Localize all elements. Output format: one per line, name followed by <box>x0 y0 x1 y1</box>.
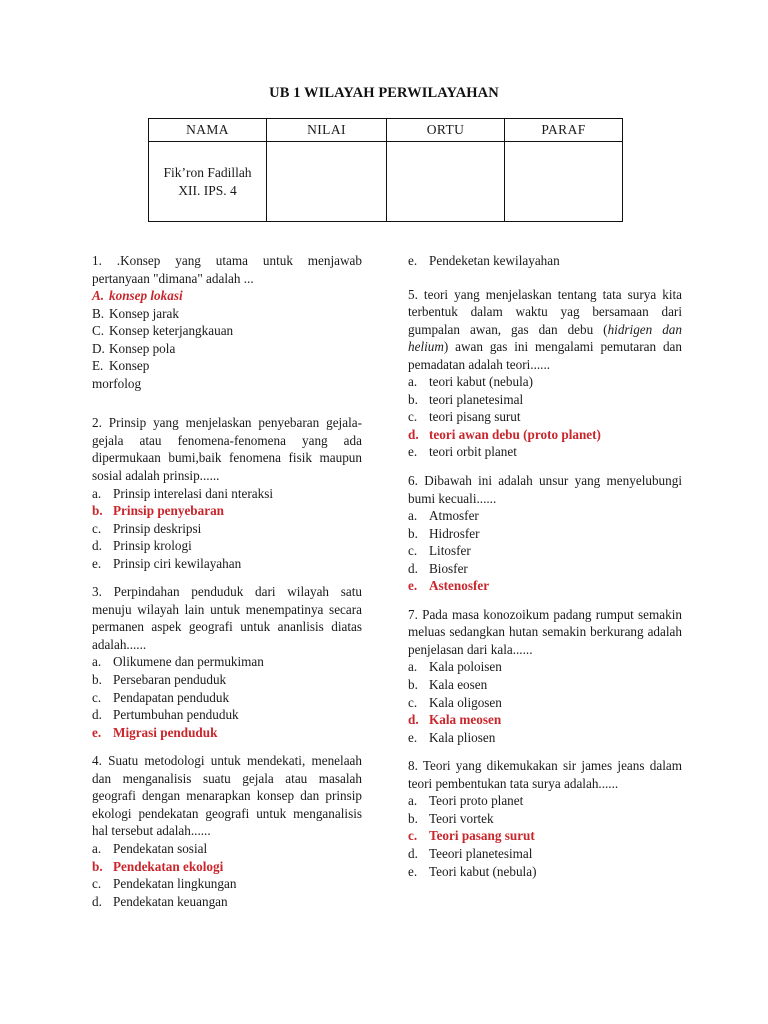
option-6e-label: Astenosfer <box>429 578 490 594</box>
option-1a-label: konsep lokasi <box>109 288 183 304</box>
option-4d-marker: d. <box>92 893 102 909</box>
option-7c-label: Kala oligosen <box>429 694 502 710</box>
question-4-text: Suatu metodologi untuk mendekati, menelaah dan menganalisis suatu gejala atau masalah geografi dengan menarapkan konsep dan prinsip ekologi pendekatan geografi untuk menganalisis hal tersebut adalah...... <box>92 753 362 839</box>
option-6c-marker: c. <box>408 543 418 559</box>
cell-nilai[interactable] <box>267 142 387 222</box>
student-name-line1: Fik’ron Fadillah <box>163 165 252 180</box>
option-6a-label: Atmosfer <box>429 508 479 524</box>
option-6e[interactable] <box>408 577 682 595</box>
cell-ortu[interactable] <box>387 142 505 222</box>
page-title: UB 1 WILAYAH PERWILAYAHAN <box>269 85 499 101</box>
question-6-options <box>408 507 682 595</box>
question-5-options <box>408 373 682 461</box>
option-2a-marker: a. <box>92 485 102 501</box>
option-7b-marker: b. <box>408 677 418 693</box>
option-8e-marker: e. <box>408 863 418 879</box>
option-4a-marker: a. <box>92 840 102 856</box>
option-5e-marker: e. <box>408 444 418 460</box>
question-1-text: .Konsep yang utama untuk menjawab pertanyaan "dimana" adalah ... <box>92 253 362 286</box>
question-2-stem <box>92 414 362 484</box>
option-1b-marker: B. <box>92 305 105 321</box>
option-7a-marker: a. <box>408 659 418 675</box>
option-4e[interactable] <box>408 252 682 270</box>
option-8e-label: Teori kabut (nebula) <box>429 863 537 879</box>
option-3c-marker: c. <box>92 689 102 705</box>
option-1e-marker: E. <box>92 358 104 374</box>
option-8a-label: Teori proto planet <box>429 793 524 809</box>
option-3e-label: Migrasi penduduk <box>113 724 218 740</box>
option-5d-label: teori awan debu (proto planet) <box>429 426 601 442</box>
option-2b[interactable] <box>92 502 362 520</box>
option-2c-label: Prinsip deskripsi <box>113 520 202 536</box>
option-3a-label: Olikumene dan permukiman <box>113 654 264 670</box>
option-5a[interactable] <box>408 373 682 391</box>
option-8d-label: Teeori planetesimal <box>429 845 533 861</box>
question-8-text: Teori yang dikemukakan sir james jeans dalam teori pembentukan tata surya adalah...... <box>408 758 682 791</box>
option-2b-label: Prinsip penyebaran <box>113 503 225 519</box>
option-3a[interactable] <box>92 653 362 671</box>
table-header-paraf: PARAF <box>505 119 623 142</box>
question-column-left <box>92 252 362 921</box>
table-header-nama: NAMA <box>149 119 267 142</box>
table-row <box>149 142 623 222</box>
option-4e-marker: e. <box>408 253 418 268</box>
option-7a[interactable] <box>408 658 682 676</box>
question-8-number: 8. <box>408 758 418 774</box>
option-2b-marker: b. <box>92 503 103 519</box>
option-4b-marker: b. <box>92 858 103 874</box>
option-7e-label: Kala pliosen <box>429 729 496 745</box>
option-7e[interactable] <box>408 729 682 747</box>
option-2d[interactable] <box>92 537 362 555</box>
question-5-text-part1: teori yang menjelaskan tentang tata surya kita terbentuk dalam waktu yag bersamaan dari gumpalan awan, gas dan debu ( <box>408 286 682 337</box>
option-7c-marker: c. <box>408 694 418 710</box>
question-2-options <box>92 485 362 573</box>
table-header-ortu: ORTU <box>387 119 505 142</box>
option-8e[interactable] <box>408 863 682 881</box>
option-7d[interactable] <box>408 711 682 729</box>
option-5d-marker: d. <box>408 426 419 442</box>
option-2c-marker: c. <box>92 520 102 536</box>
question-4-number: 4. <box>92 753 102 769</box>
option-5c-marker: c. <box>408 409 418 425</box>
question-3 <box>92 583 362 741</box>
option-1e-label: Konsep <box>109 358 150 374</box>
option-1b[interactable] <box>92 305 362 323</box>
question-4 <box>92 752 362 910</box>
option-1d-marker: D. <box>92 340 105 356</box>
spacer <box>408 270 682 286</box>
option-3d-label: Pertumbuhan penduduk <box>113 707 239 723</box>
question-1-options <box>92 287 362 375</box>
question-7-stem <box>408 606 682 659</box>
question-2-number: 2. <box>92 415 102 431</box>
question-3-stem <box>92 583 362 653</box>
option-7e-marker: e. <box>408 729 418 745</box>
option-4b-label: Pendekatan ekologi <box>113 858 224 874</box>
table-header-row <box>149 119 623 142</box>
option-2d-label: Prinsip krologi <box>113 538 192 554</box>
option-8b-marker: b. <box>408 810 418 826</box>
option-1c-label: Konsep keterjangkauan <box>109 323 234 339</box>
question-6-number: 6. <box>408 473 418 489</box>
option-4e-label: Pendeketan kewilayahan <box>429 253 560 268</box>
option-4b[interactable] <box>92 858 362 876</box>
option-1c[interactable] <box>92 322 362 340</box>
student-class-line2: XII. IPS. 4 <box>178 183 237 199</box>
option-7c[interactable] <box>408 694 682 712</box>
question-2-text: Prinsip yang menjelaskan penyebaran gejala- gejala atau fenomena-fenomena yang ada dipermukaan bumi,baik fenomena fisik maupun sosial adalah prinsip...... <box>92 415 362 484</box>
option-3c-label: Pendapatan penduduk <box>113 689 230 705</box>
option-1c-marker: C. <box>92 323 105 339</box>
option-8a[interactable] <box>408 792 682 810</box>
option-6a[interactable] <box>408 507 682 525</box>
option-6c-label: Litosfer <box>429 543 471 559</box>
option-4d-label: Pendekatan keuangan <box>113 893 228 909</box>
option-2a[interactable] <box>92 485 362 503</box>
option-3a-marker: a. <box>92 654 102 670</box>
question-4-options <box>92 840 362 910</box>
cell-paraf[interactable] <box>505 142 623 222</box>
option-5c-label: teori pisang surut <box>429 409 521 425</box>
option-3b[interactable] <box>92 671 362 689</box>
question-6-text: Dibawah ini adalah unsur yang menyelubungi bumi kecuali...... <box>408 473 682 506</box>
option-3e-marker: e. <box>92 724 102 740</box>
identity-table <box>148 118 623 222</box>
option-1b-label: Konsep jarak <box>109 305 179 321</box>
question-3-number: 3. <box>92 584 102 600</box>
question-5-text-italic: hidrigen dan helium <box>408 321 682 355</box>
option-5b[interactable] <box>408 391 682 409</box>
option-5e[interactable] <box>408 443 682 461</box>
option-7b-label: Kala eosen <box>429 677 488 693</box>
option-6a-marker: a. <box>408 508 418 524</box>
question-1-stem <box>92 252 362 287</box>
question-7 <box>408 606 682 746</box>
option-4a-label: Pendekatan sosial <box>113 840 208 856</box>
question-4-continued-options <box>408 252 682 270</box>
option-7d-marker: d. <box>408 712 419 728</box>
question-7-text: Pada masa konozoikum padang rumput semakin meluas sedangkan hutan semakin berkurang adalah penjelasan dari kala...... <box>408 606 682 657</box>
option-7a-label: Kala poloisen <box>429 659 502 675</box>
option-5c[interactable] <box>408 408 682 426</box>
option-6b-label: Hidrosfer <box>429 525 480 541</box>
option-5a-marker: a. <box>408 374 418 390</box>
option-5a-label: teori kabut (nebula) <box>429 374 533 390</box>
option-4c[interactable] <box>92 875 362 893</box>
question-7-options <box>408 658 682 746</box>
option-4c-label: Pendekatan lingkungan <box>113 876 237 892</box>
table-header-nilai: NILAI <box>267 119 387 142</box>
option-6c[interactable] <box>408 542 682 560</box>
option-1d-label: Konsep pola <box>109 340 176 356</box>
option-4c-marker: c. <box>92 876 102 892</box>
option-3b-marker: b. <box>92 672 102 688</box>
option-1e[interactable] <box>92 357 362 375</box>
option-8b[interactable] <box>408 810 682 828</box>
option-3c[interactable] <box>92 689 362 707</box>
option-3b-label: Persebaran penduduk <box>113 672 227 688</box>
option-6d-label: Biosfer <box>429 560 468 576</box>
option-8b-label: Teori vortek <box>429 810 494 826</box>
option-3e[interactable] <box>92 724 362 742</box>
spacer <box>92 403 362 414</box>
question-2 <box>92 414 362 572</box>
option-5d[interactable] <box>408 426 682 444</box>
question-6 <box>408 472 682 595</box>
option-7b[interactable] <box>408 676 682 694</box>
option-1d[interactable] <box>92 340 362 358</box>
question-1-trailing-text: morfolog <box>92 375 142 391</box>
option-8a-marker: a. <box>408 793 418 809</box>
question-1 <box>92 252 362 392</box>
question-8-stem <box>408 757 682 792</box>
question-1-number: 1. <box>92 253 102 268</box>
question-column-right <box>408 252 682 891</box>
option-8d-marker: d. <box>408 845 418 861</box>
option-5b-label: teori planetesimal <box>429 391 524 407</box>
option-6b[interactable] <box>408 525 682 543</box>
option-4d[interactable] <box>92 893 362 911</box>
question-5 <box>408 286 682 461</box>
option-1a-marker: A. <box>92 288 105 304</box>
option-8c-marker: c. <box>408 828 418 844</box>
option-4a[interactable] <box>92 840 362 858</box>
option-7d-label: Kala meosen <box>429 712 502 728</box>
option-8c-label: Teori pasang surut <box>429 828 535 844</box>
question-4-stem <box>92 752 362 840</box>
option-2e-label: Prinsip ciri kewilayahan <box>113 555 242 571</box>
question-3-options <box>92 653 362 741</box>
question-8 <box>408 757 682 880</box>
option-2a-label: Prinsip interelasi dani nteraksi <box>113 485 274 501</box>
option-6b-marker: b. <box>408 525 418 541</box>
option-2d-marker: d. <box>92 538 102 554</box>
option-2e-marker: e. <box>92 555 102 571</box>
option-3d-marker: d. <box>92 707 102 723</box>
option-2e[interactable] <box>92 555 362 573</box>
option-6e-marker: e. <box>408 578 418 594</box>
option-8c[interactable] <box>408 827 682 845</box>
option-8d[interactable] <box>408 845 682 863</box>
option-5b-marker: b. <box>408 391 418 407</box>
option-5e-label: teori orbit planet <box>429 444 517 460</box>
cell-nama <box>149 142 267 222</box>
question-5-stem <box>408 286 682 374</box>
question-5-text-part2: ) awan gas ini mengalami pemutaran dan pemadatan adalah teori...... <box>408 339 682 372</box>
question-7-number: 7. <box>408 606 418 622</box>
option-1a[interactable] <box>92 287 362 305</box>
question-6-stem <box>408 472 682 507</box>
option-6d[interactable] <box>408 560 682 578</box>
question-5-number: 5. <box>408 286 418 302</box>
option-2c[interactable] <box>92 520 362 538</box>
question-3-text: Perpindahan penduduk dari wilayah satu menuju wilayah lain untuk menempatinya secara permanen aspek geografi untuk ananlisis diatas adalah...... <box>92 584 363 652</box>
question-8-options <box>408 792 682 880</box>
option-3d[interactable] <box>92 706 362 724</box>
option-6d-marker: d. <box>408 560 418 576</box>
